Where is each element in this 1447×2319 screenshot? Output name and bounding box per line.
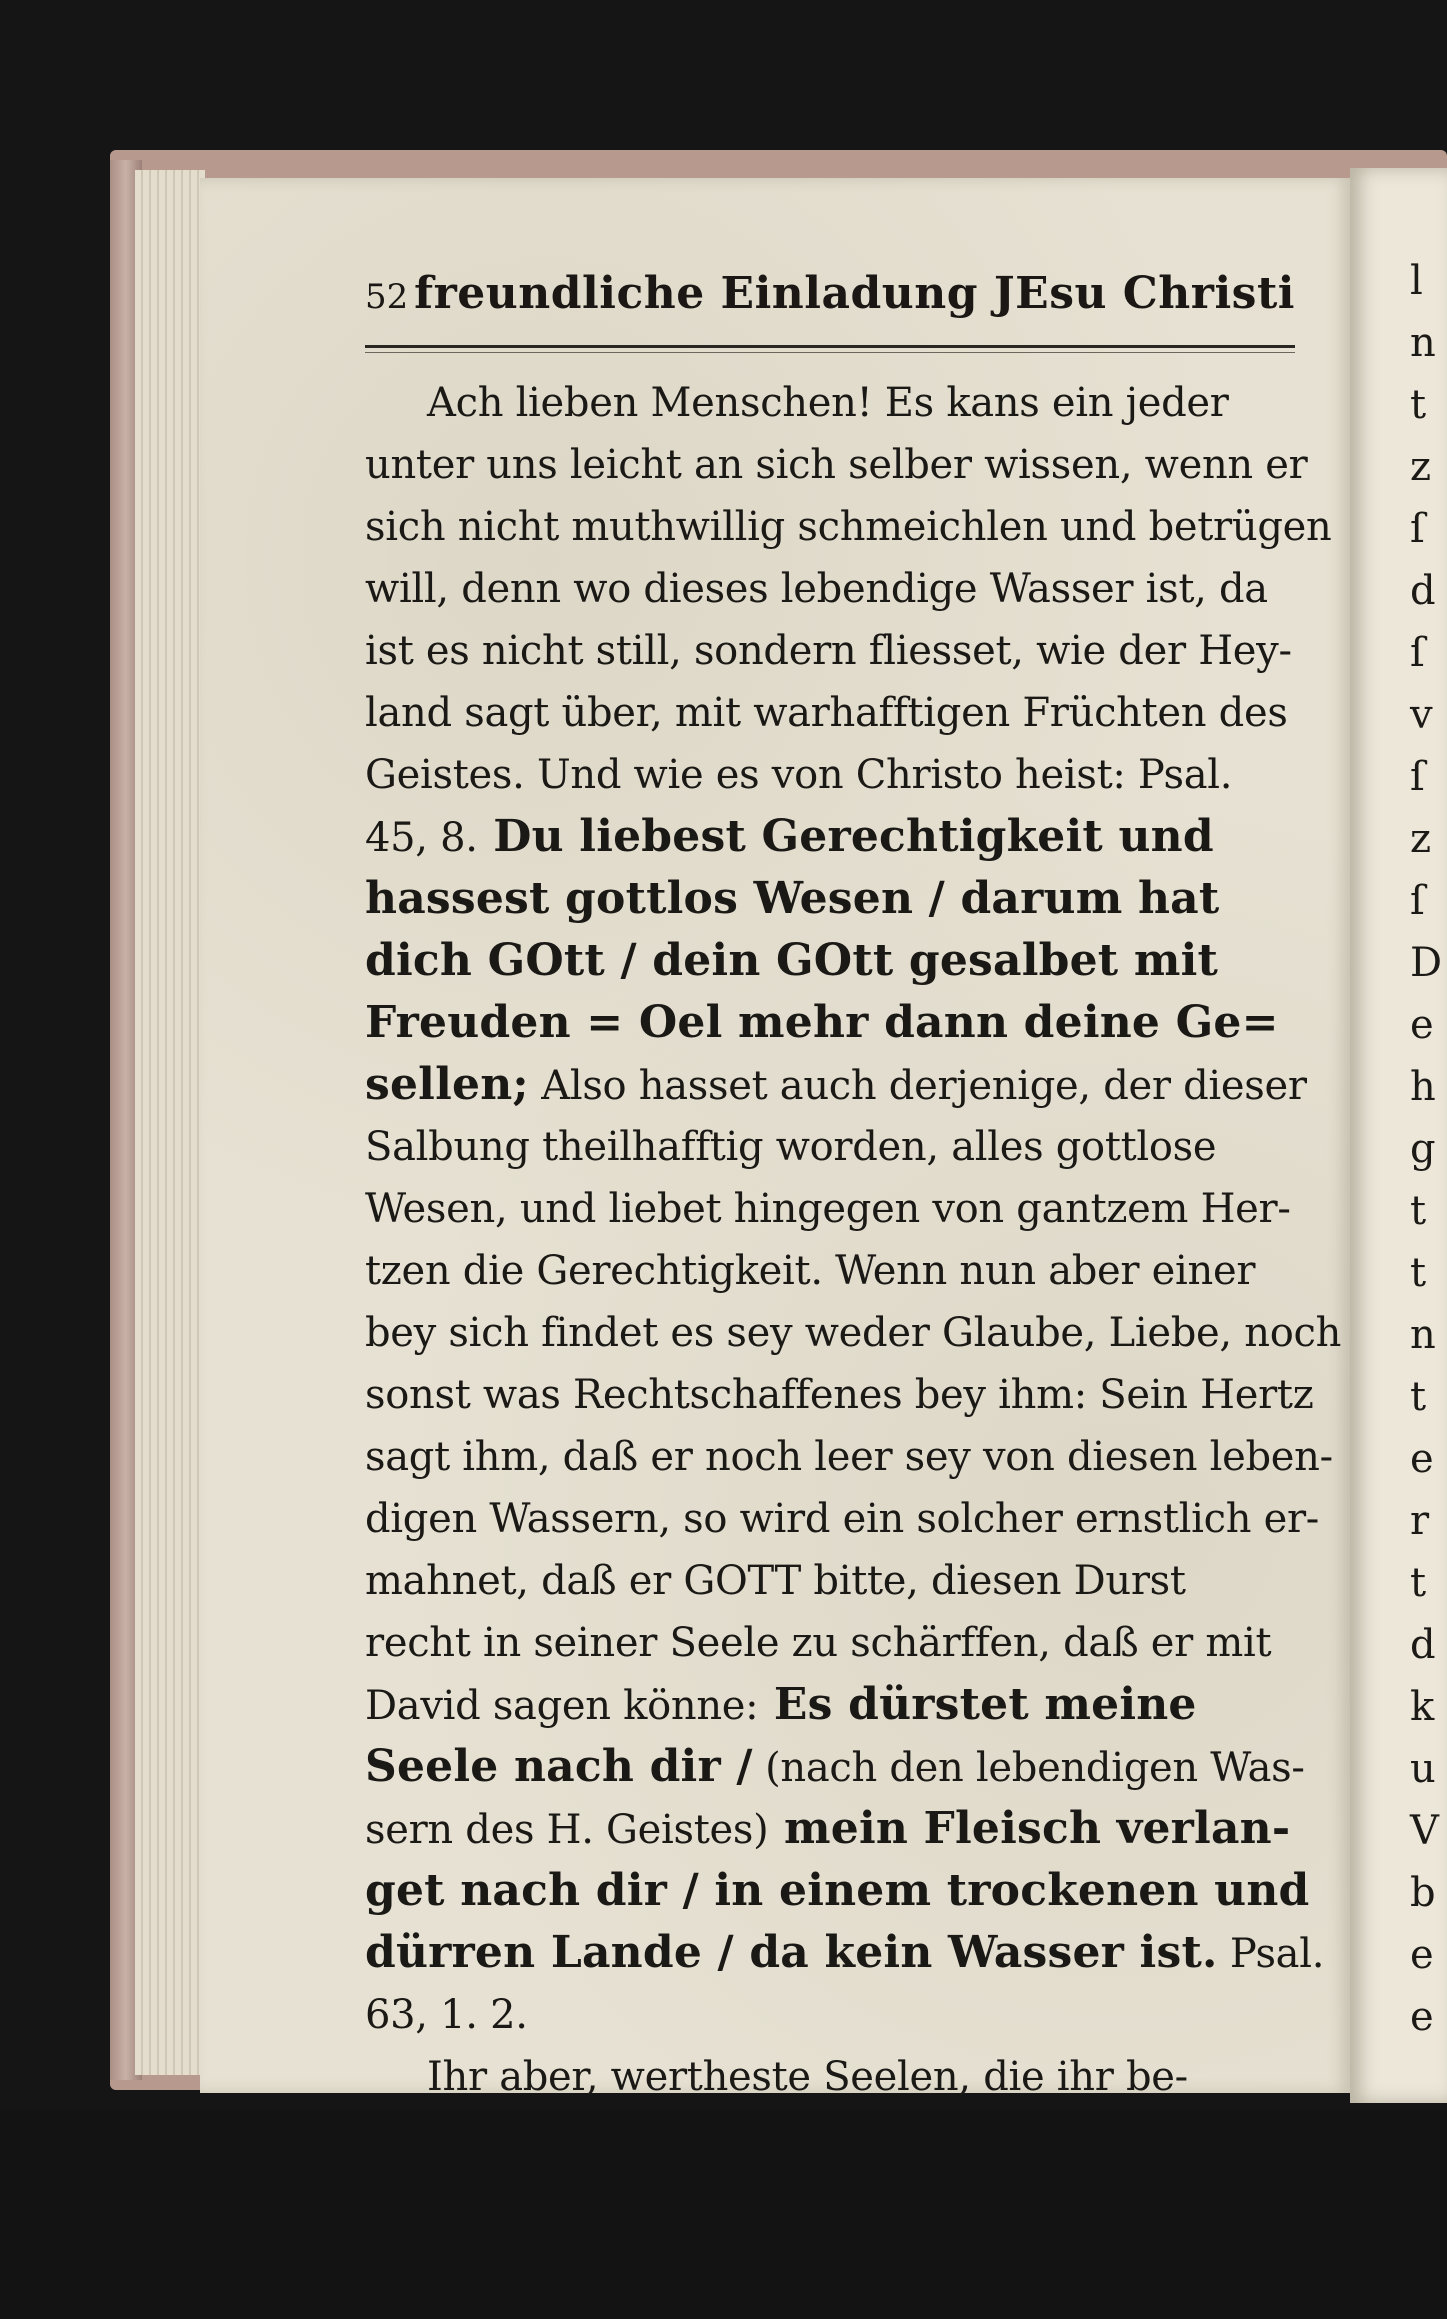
emphasized-quote: mein Fleisch verlan- (768, 1803, 1291, 1854)
text-line (365, 1054, 1305, 1116)
next-page-letter: e (1410, 1994, 1434, 2040)
text-line (365, 434, 1308, 496)
next-page-letter: n (1410, 1312, 1436, 1358)
next-page-letter: t (1410, 1374, 1427, 1420)
line-text: sern des H. Geistes) (365, 1807, 769, 1853)
next-page-letter: ſ (1410, 754, 1425, 800)
line-text: Psal. (1217, 1931, 1325, 1977)
next-page-letter: r (1410, 1498, 1430, 1544)
text-line (365, 1240, 1305, 1302)
line-text: sich nicht muthwillig schmeichlen und betrügen (365, 504, 1332, 550)
emphasized-quote: Es dürstet meine (758, 1679, 1197, 1730)
line-text: digen Wassern, so wird ein solcher ernstlich er- (365, 1496, 1320, 1542)
next-page-letter: t (1410, 1188, 1427, 1234)
next-page-letter: d (1410, 568, 1436, 614)
text-line (365, 496, 1332, 558)
next-page-letter: d (1410, 1622, 1436, 1668)
emphasized-quote: hassest gottlos Wesen / darum hat (365, 873, 1220, 924)
text-line (365, 1302, 1342, 1364)
line-text: Ihr aber, wertheste Seelen, die ihr be- (427, 2054, 1188, 2100)
line-text: sonst was Rechtschaffenes bey ihm: Sein Hertz (365, 1372, 1314, 1418)
next-page-letter: ſ (1410, 506, 1425, 552)
text-line (365, 1488, 1320, 1550)
next-page-letter: D (1410, 940, 1443, 986)
text-line (365, 1116, 1305, 1178)
emphasized-quote: Seele nach dir / (365, 1741, 753, 1792)
emphasized-quote: get nach dir / in einem trockenen und (365, 1865, 1310, 1916)
line-text: mahnet, daß er GOTT bitte, diesen Durst (365, 1558, 1186, 1604)
running-head: freundliche Einladung JEsu Christi (414, 268, 1295, 319)
next-page-letter: ſ (1410, 878, 1425, 924)
line-text: ist es nicht still, sondern fliesset, wie der Hey- (365, 628, 1292, 674)
text-line (365, 1550, 1305, 1612)
next-page-letter: ſ (1410, 630, 1425, 676)
text-line (365, 1178, 1305, 1240)
background-shadow (0, 2110, 1447, 2319)
line-text: tzen die Gerechtigkeit. Wenn nun aber einer (365, 1248, 1256, 1294)
text-line (365, 558, 1305, 620)
next-page-letter: n (1410, 320, 1436, 366)
line-text: unter uns leicht an sich selber wissen, wenn er (365, 442, 1308, 488)
body-text (365, 372, 1342, 2232)
line-text: (nach den lebendigen Was- (752, 1745, 1305, 1791)
emphasized-quote: Du liebest Gerechtigkeit und (477, 811, 1214, 862)
line-text: bey sich findet es sey weder Glaube, Liebe, noch (365, 1310, 1342, 1356)
next-page-letter: l (1410, 258, 1423, 304)
line-text: Geistes. Und wie es von Christo heist: Psal. (365, 752, 1233, 798)
text-line (365, 992, 1305, 1054)
page-stack-edge (135, 170, 205, 2075)
next-page-letter: e (1410, 1932, 1434, 1978)
emphasized-quote: dich GOtt / dein GOtt gesalbet mit (365, 935, 1219, 986)
text-line (365, 1364, 1314, 1426)
line-text: Salbung theilhafftig worden, alles gottlose (365, 1124, 1217, 1170)
text-line (365, 1984, 1305, 2046)
text-line (365, 2046, 1305, 2108)
line-text: Also hasset auch derjenige, der dieser (528, 1063, 1307, 1109)
text-line (365, 1798, 1305, 1860)
line-text: David sagen könne: (365, 1683, 759, 1729)
next-page-letter: t (1410, 1560, 1427, 1606)
next-page-letter: V (1410, 1808, 1439, 1854)
text-line (365, 620, 1305, 682)
next-page-letter: v (1410, 692, 1433, 738)
next-page-letter: b (1410, 1870, 1436, 1916)
next-page-letter: z (1410, 444, 1432, 490)
next-page-letter: k (1410, 1684, 1435, 1730)
text-line (365, 806, 1305, 868)
next-page-letter: u (1410, 1746, 1436, 1792)
line-text: Ach lieben Menschen! Es kans ein jeder (427, 380, 1229, 426)
line-text: Wesen, und liebet hingegen von gantzem Her- (365, 1186, 1291, 1232)
line-text: recht in seiner Seele zu schärffen, daß er mit (365, 1620, 1272, 1666)
text-line (365, 1674, 1305, 1736)
line-text: land sagt über, mit warhafftigen Früchten des (365, 690, 1288, 736)
next-page-letter: t (1410, 382, 1427, 428)
text-line (365, 682, 1305, 744)
emphasized-quote: dürren Lande / da kein Wasser ist. (365, 1927, 1218, 1978)
header-rule (365, 345, 1295, 348)
line-text: will, denn wo dieses lebendige Wasser ist, da (365, 566, 1268, 612)
next-page-letter: e (1410, 1436, 1434, 1482)
text-line (365, 930, 1305, 992)
text-line (365, 1860, 1310, 1922)
next-page-letter: z (1410, 816, 1432, 862)
text-line (365, 1922, 1325, 1984)
text-line (365, 868, 1305, 930)
emphasized-quote: Freuden = Oel mehr dann deine Ge= (365, 997, 1279, 1048)
next-page-letter: t (1410, 1250, 1427, 1296)
next-page-letter: e (1410, 1002, 1434, 1048)
line-text: 63, 1. 2. (365, 1992, 528, 2038)
line-text: 45, 8. (365, 815, 478, 861)
line-text: sagt ihm, daß er noch leer sey von diesen leben- (365, 1434, 1333, 1480)
page-header (365, 268, 1295, 328)
text-line (365, 1612, 1305, 1674)
text-line (365, 1426, 1333, 1488)
right-page-fragment (1350, 168, 1447, 2103)
next-page-letter: h (1410, 1064, 1436, 1110)
text-line (365, 372, 1305, 434)
text-line (365, 1736, 1305, 1798)
header-rule-thin (365, 352, 1295, 353)
emphasized-quote: sellen; (365, 1059, 529, 1110)
next-page-letter: g (1410, 1126, 1436, 1172)
text-line (365, 744, 1305, 806)
page-number: 52 (365, 277, 409, 317)
